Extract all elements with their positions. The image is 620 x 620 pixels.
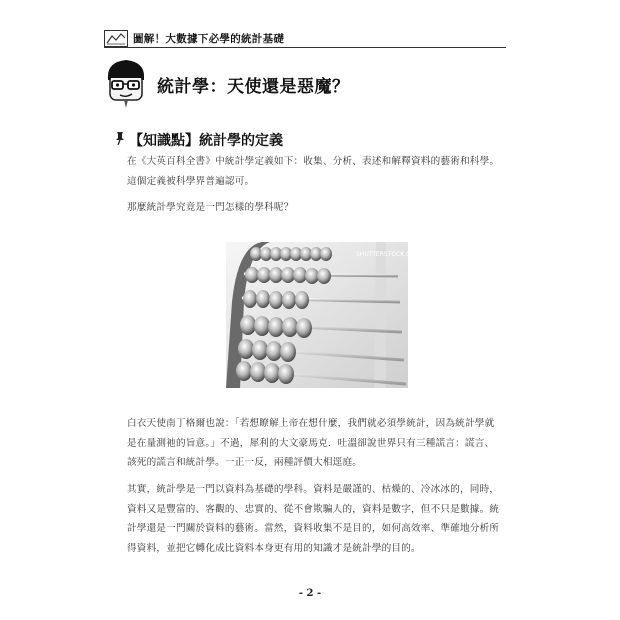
text-line: 在《大英百科全書》中統計學定義如下：收集、分析、表述和解釋資料的藝術和科學。 <box>127 156 500 167</box>
header-rule <box>104 47 506 48</box>
text-line: 得資料，並把它轉化成比資料本身更有用的知識才是統計學的目的。 <box>127 542 421 554</box>
watermark-text: SHUTTERSTOCK.COM <box>356 251 421 258</box>
text-line: 白衣天使南丁格爾也說：「若想瞭解上帝在想什麼，我們就必須學統計，因為統計學就 <box>127 418 495 429</box>
chapter-title: 統計學：天使還是惡魔？ <box>157 77 350 97</box>
pushpin-icon <box>113 131 127 145</box>
running-header-title: 圖解！大數據下必學的統計基礎 <box>133 33 285 45</box>
paragraph-question <box>127 198 497 218</box>
text-line: 其實，統計學是一門以資料為基礎的學科。資料是嚴謹的、枯燥的、冷冰冰的，同時， <box>127 484 500 495</box>
paragraph-definition <box>127 152 500 191</box>
text-line: 這個定義被科學界普遍認可。 <box>127 175 255 187</box>
text-line: 計學還是一門關於資料的藝術。當然，資料收集不是目的，如何高效率、準確地分析所 <box>127 523 500 534</box>
section-title: 【知識點】統計學的定義 <box>129 133 283 149</box>
paragraph-data-science <box>127 480 500 558</box>
text-line: 該死的謊言和統計學。一正一反，兩種評價大相逕庭。 <box>127 457 363 468</box>
page-number: - 2 - <box>298 588 322 599</box>
mascot-avatar <box>104 56 148 108</box>
text-line: 資料又是豐富的、客觀的、忠實的、從不會欺騙人的，資料是數字，但不只是數據。統 <box>127 503 500 515</box>
abacus-photo <box>226 242 421 388</box>
paragraph-nightingale <box>127 414 497 473</box>
text-line: 是在量測祂的旨意。」不過，犀利的大文豪馬克．吐溫卻說世界只有三種謊言：謊言、 <box>127 437 495 449</box>
chart-icon <box>104 30 128 47</box>
text-line: 那麼統計學究竟是一門怎樣的學科呢？ <box>127 202 294 213</box>
